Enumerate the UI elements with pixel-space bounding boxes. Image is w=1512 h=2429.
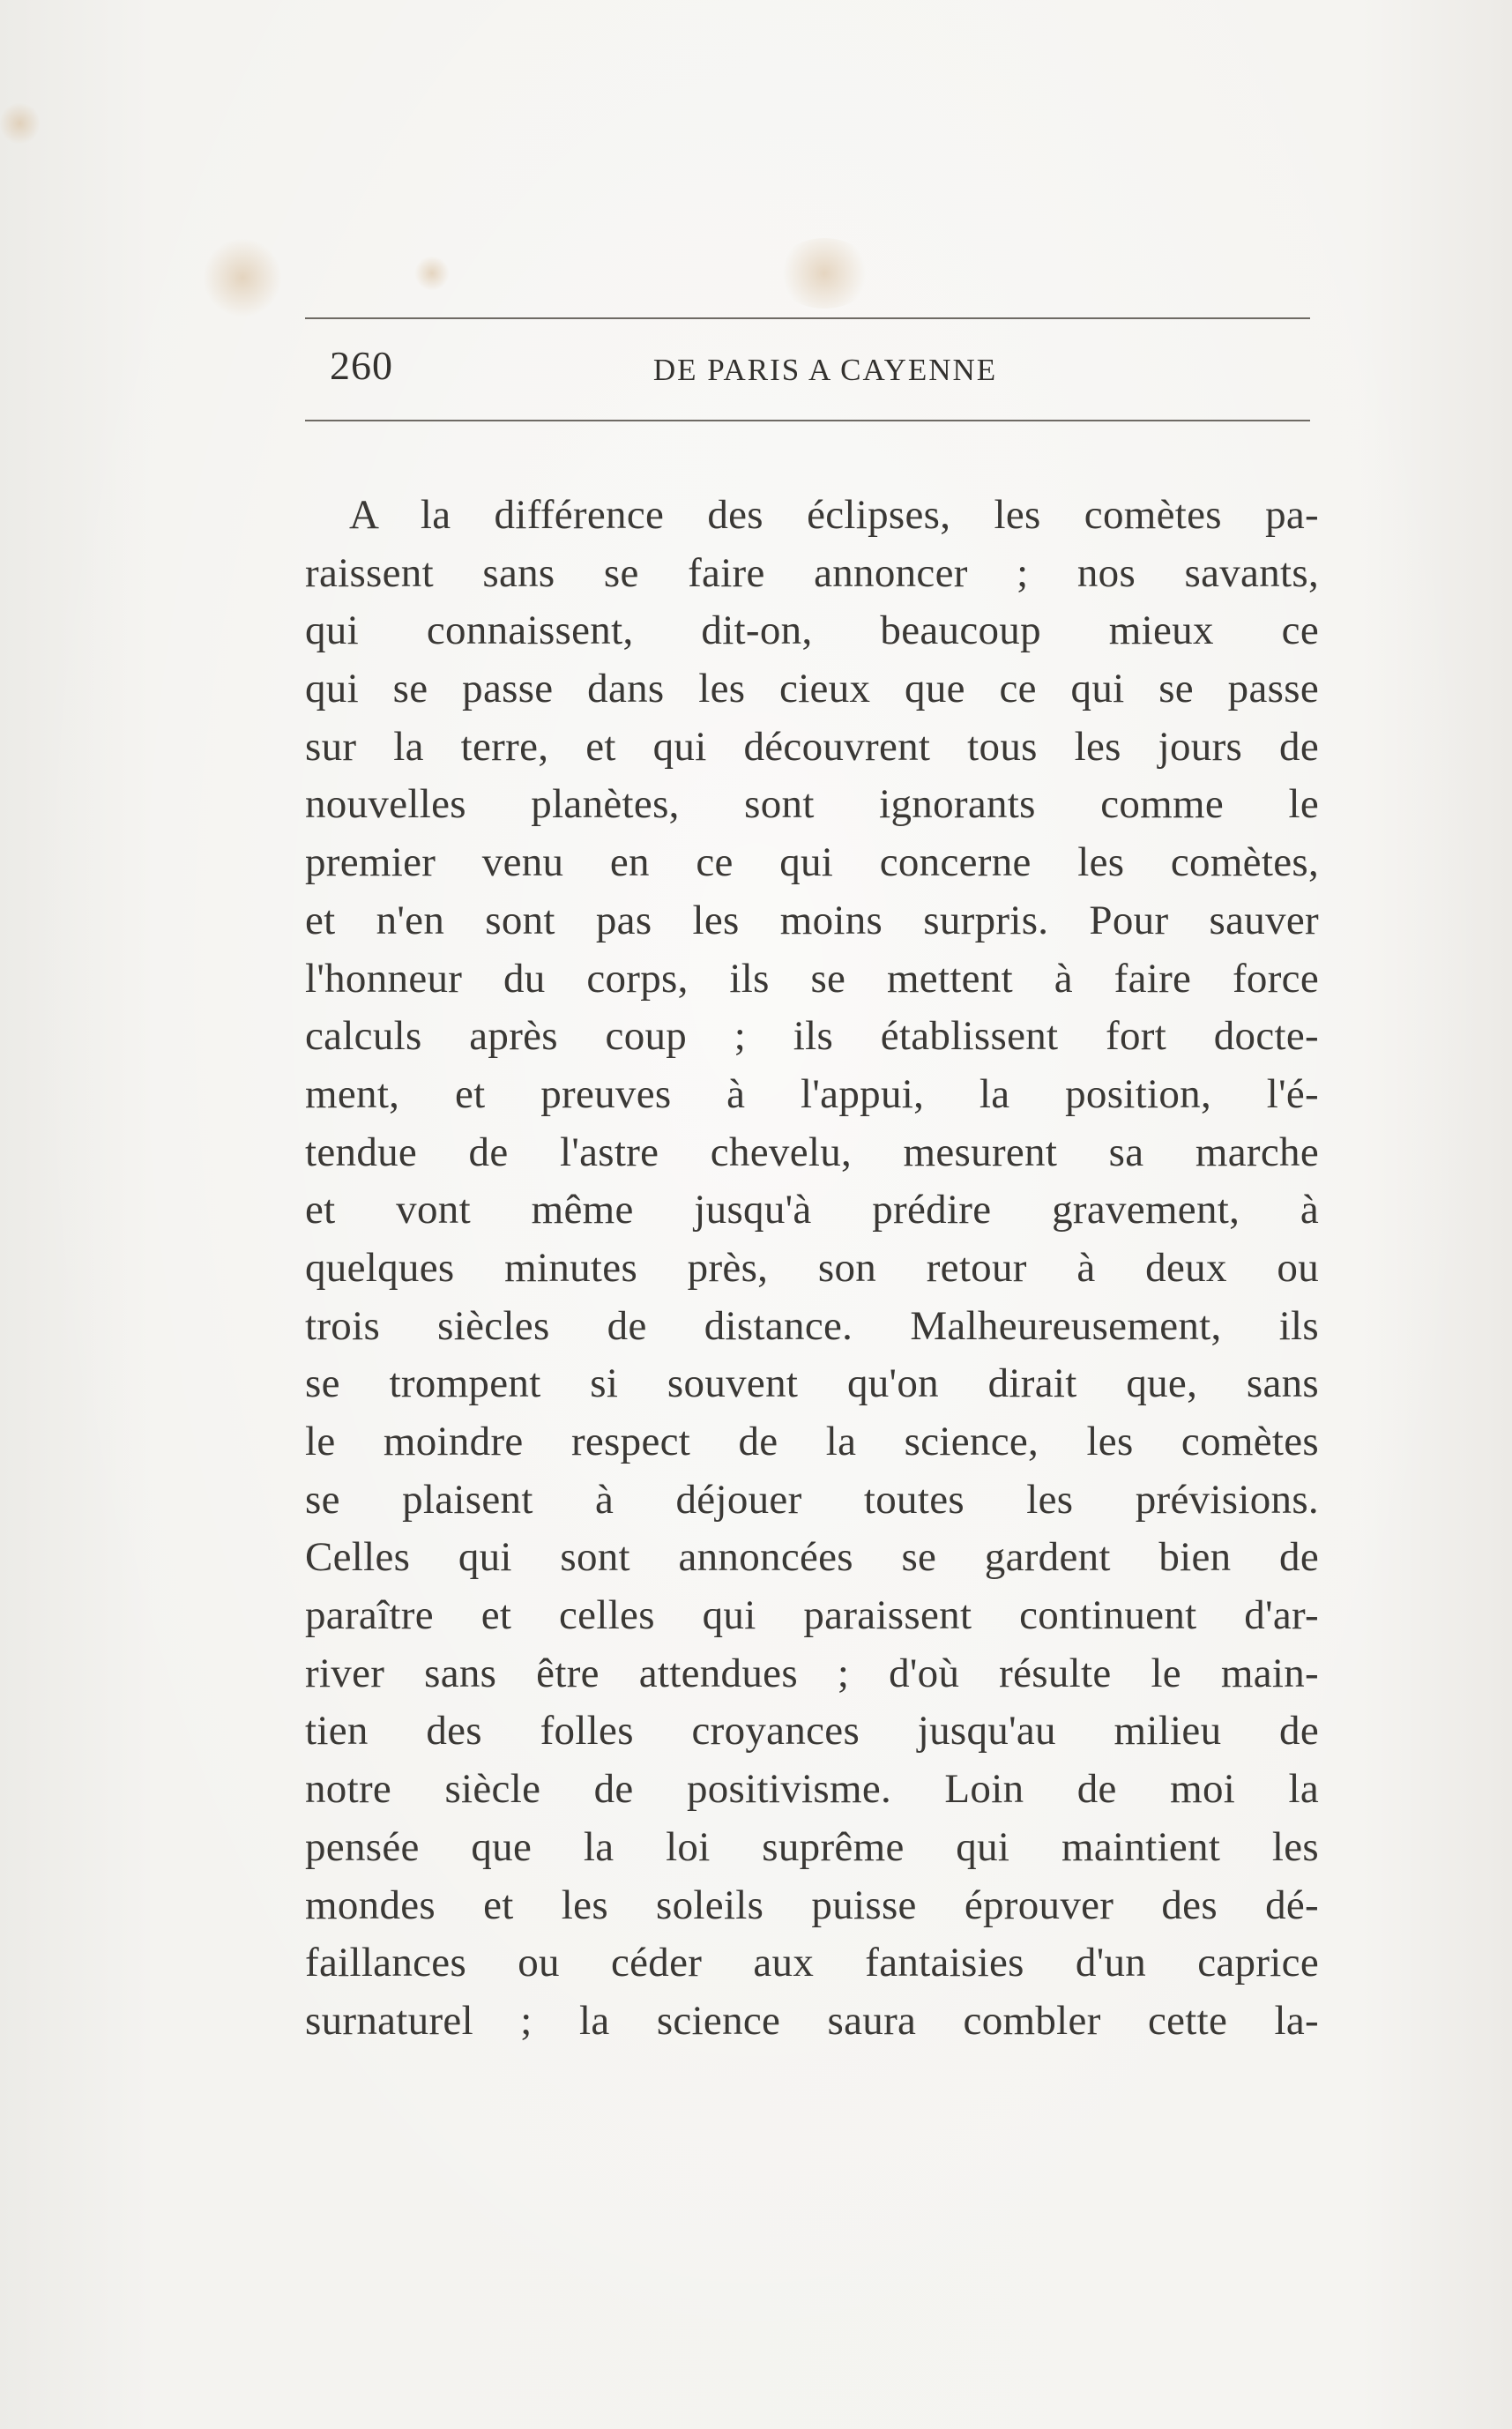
text-line: pensée que la loi suprême qui maintient les <box>305 1823 1319 1870</box>
text-line: qui se passe dans les cieux que ce qui se passe <box>305 666 1319 712</box>
text-line: trois siècles de distance. Malheureusement, ils <box>305 1302 1319 1349</box>
text-line: premier venu en ce qui concerne les comètes, <box>305 839 1319 886</box>
page-number: 260 <box>330 343 393 388</box>
running-head <box>305 335 1310 406</box>
text-line: l'honneur du corps, ils se mettent à faire force <box>305 955 1319 1002</box>
text-line: sur la terre, et qui découvrent tous les jours de <box>305 723 1319 770</box>
text-line: raissent sans se faire annoncer ; nos savants, <box>305 549 1319 596</box>
text-line: surnaturel ; la science saura combler cette la- <box>305 1997 1319 2044</box>
paper-stain <box>414 256 450 291</box>
paper-stain <box>203 238 282 317</box>
body-text <box>305 487 1319 2051</box>
text-line: faillances ou céder aux fantaisies d'un caprice <box>305 1940 1319 1986</box>
text-line: Celles qui sont annoncées se gardent bien de <box>305 1534 1319 1581</box>
text-line: paraître et celles qui paraissent continuent d'ar- <box>305 1592 1319 1639</box>
text-line: tien des folles croyances jusqu'au milieu de <box>305 1708 1319 1755</box>
header-top-rule <box>305 317 1310 319</box>
text-line: quelques minutes près, son retour à deux ou <box>305 1244 1319 1291</box>
header-bottom-rule <box>305 420 1310 421</box>
text-line: mondes et les soleils puisse éprouver des dé- <box>305 1881 1319 1928</box>
text-line: calculs après coup ; ils établissent fort docte- <box>305 1013 1319 1060</box>
text-line: nouvelles planètes, sont ignorants comme le <box>305 781 1319 828</box>
paper-stain <box>776 238 873 309</box>
text-line: se trompent si souvent qu'on dirait que, sans <box>305 1360 1319 1407</box>
text-line: tendue de l'astre chevelu, mesurent sa marche <box>305 1129 1319 1175</box>
text-line: se plaisent à déjouer toutes les prévisions. <box>305 1476 1319 1523</box>
text-line: qui connaissent, dit-on, beaucoup mieux ce <box>305 607 1319 654</box>
text-line: ment, et preuves à l'appui, la position, l'é- <box>305 1070 1319 1117</box>
text-line: notre siècle de positivisme. Loin de moi la <box>305 1766 1319 1813</box>
text-line: et vont même jusqu'à prédire gravement, à <box>305 1187 1319 1233</box>
text-line: river sans être attendues ; d'où résulte le main- <box>305 1650 1319 1696</box>
running-title: DE PARIS A CAYENNE <box>652 353 998 387</box>
paper-stain <box>0 101 40 145</box>
text-line: le moindre respect de la science, les comètes <box>305 1419 1319 1464</box>
text-line: et n'en sont pas les moins surpris. Pour sauver <box>305 897 1319 943</box>
text-line: A la différence des éclipses, les comètes pa- <box>349 492 1319 538</box>
